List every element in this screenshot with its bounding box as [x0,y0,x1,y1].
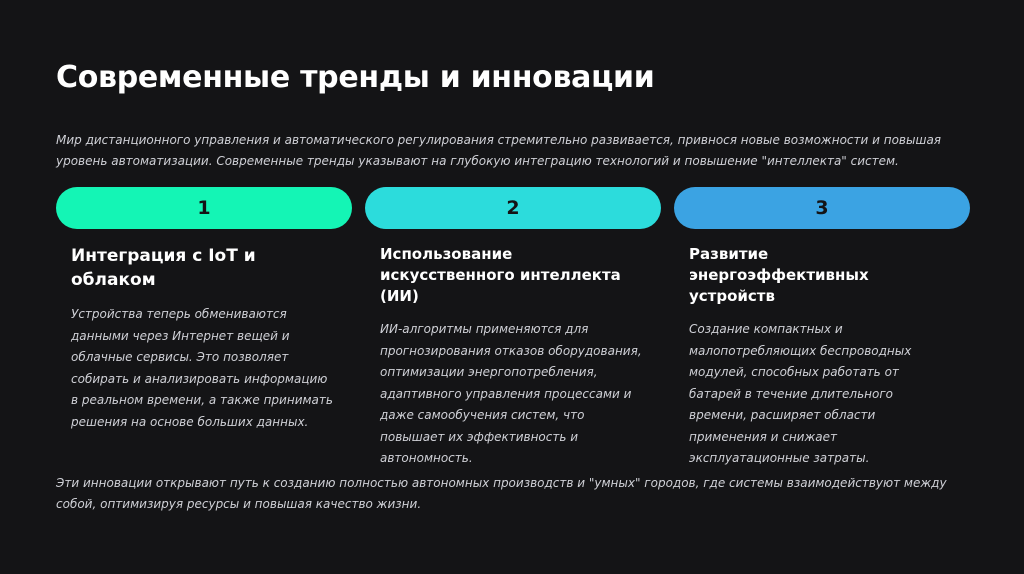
trend-card-energy [674,187,970,470]
trend-card-ai [365,187,661,470]
card-heading: Развитие энергоэффективных устройств [689,245,869,305]
card-text: ИИ-алгоритмы применяются для прогнозирования отказов оборудования, оптимизации энергопотребления, адаптивного управления процессами и даже самообучения систем, что повышает их эффективность и автономность. [380,322,642,465]
intro-paragraph: Мир дистанционного управления и автоматического регулирования стремительно развивается, привнося новые возможности и повышая уровень автоматизации. Современные тренды указывают на глубокую интеграцию технологий и повышение "интеллекта" систем. [56,133,942,168]
step-badge-3: 3 [674,187,970,229]
card-heading: Интеграция с IoT и облаком [71,246,256,290]
card-text: Устройства теперь обмениваются данными через Интернет вещей и облачные сервисы. Это позволяет собирать и анализировать информацию в реальном времени, а также принимать решения на основе больших данных. [71,307,333,429]
step-badge-2: 2 [365,187,661,229]
trend-card-iot [56,187,352,433]
outro-paragraph: Эти инновации открывают путь к созданию полностью автономных производств и "умных" городов, где системы взаимодействуют между собой, оптимизируя ресурсы и повышая качество жизни. [56,476,947,511]
card-text: Создание компактных и малопотребляющих беспроводных модулей, способных работать от батарей в течение длительного времени, расширяет области применения и снижает эксплуатационные затраты. [689,322,912,465]
page-title: Современные тренды и инновации [56,60,655,95]
step-badge-1: 1 [56,187,352,229]
card-heading: Использование искусственного интеллекта (ИИ) [380,245,621,305]
